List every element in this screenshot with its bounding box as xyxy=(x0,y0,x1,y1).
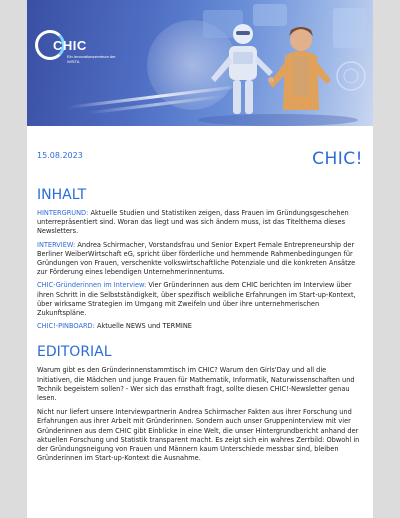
newsletter-email xyxy=(27,0,373,518)
toc-item-gruenderinnen-interview[interactable] xyxy=(37,281,363,318)
editorial-paragraph: Nicht nur liefert unsere Interviewpartnerin Andrea Schirmacher Fakten aus ihrer Forschung und Erfahrungen aus ihrer Arbeit mit Gründerinnen. Sondern auch unser Gruppeninterview mit vier Gründerinnen aus dem CHIC gibt Einblicke in eine Welt, die unser Hintergrundbericht anhand der aktuellen Forschung und Statistik transparent macht. Es zeigt sich ein wahres Zerrbild: Obwohl in der Gründungsneigung von Frauen und Männern kaum Unterschiede messbar sind, bleiben Gründerinnen im Start-up-Kontext die Ausnahme. xyxy=(37,408,360,463)
toc-item-label[interactable]: HINTERGRUND: xyxy=(37,209,89,217)
toc-item-label[interactable]: CHIC-Gründerinnen im Interview: xyxy=(37,281,147,290)
brand-title: CHIC! xyxy=(312,149,363,169)
section-heading: EDITORIAL xyxy=(37,344,112,361)
toc-item-text: Vier Gründerinnen aus dem CHIC berichten im Interview über ihren Schritt in die Selbstständigkeit, über spezifisch weibliche Erfahrungen im Start-up-Kontext, über wirksame Strategien im Umgang mit Zweifeln und über ihre unternehmerischen Zukunftspläne. xyxy=(37,281,356,318)
issue-date: 15.08.2023 xyxy=(37,151,83,160)
section-heading: INHALT xyxy=(37,187,87,203)
section-inhalt xyxy=(37,187,363,331)
section-editorial xyxy=(37,344,363,463)
toc-item-text: Andrea Schirmacher, Vorstandsfrau und Senior Expert Female Entrepreneurship der Berliner WeiberWirtschaft eG, spricht über förderliche und hemmende Rahmenbedingungen für Gründungen von Frauen, verschenkte volkswirtschaftliche Potenziale und die konkreten Ansätze zur Förderung eines lebendigen Unternehmerinnentums. xyxy=(37,240,356,277)
toc-item-pinboard[interactable] xyxy=(37,322,363,331)
logo-text: CHIC xyxy=(53,38,87,53)
header-banner xyxy=(27,0,373,126)
toc-item-text: Aktuelle NEWS und TERMINE xyxy=(94,322,192,331)
toc-item-label[interactable]: INTERVIEW: xyxy=(37,240,76,249)
toc-item-interview[interactable] xyxy=(37,241,363,278)
editorial-paragraph: Warum gibt es den Gründerinnenstammtisch im CHIC? Warum den Girls'Day und all die Initiativen, die Mädchen und junge Frauen für Mathematik, Informatik, Naturwissenschaften und Technik begeistern sollen? - Wer sich das ernsthaft fragt, sollte diesen CHIC!-Newsletter genau lesen. xyxy=(37,366,355,403)
chic-logo[interactable] xyxy=(35,30,115,74)
newsletter-content xyxy=(27,149,373,463)
logo-subtitle: Ein Innovationszentrum der WISTA xyxy=(67,54,116,64)
toc-item-text: Aktuelle Studien und Statistiken zeigen, dass Frauen im Gründungsgeschehen unterrepräsentiert sind. Woran das liegt und was sich ändern muss, ist das Titelthema dieses Newsletters. xyxy=(37,209,349,236)
toc-item-label[interactable]: CHIC!-PINBOARD: xyxy=(37,322,95,331)
meta-row xyxy=(37,149,363,187)
toc-item-hintergrund[interactable] xyxy=(37,209,363,237)
robot-hand-illustration-icon xyxy=(183,0,373,126)
